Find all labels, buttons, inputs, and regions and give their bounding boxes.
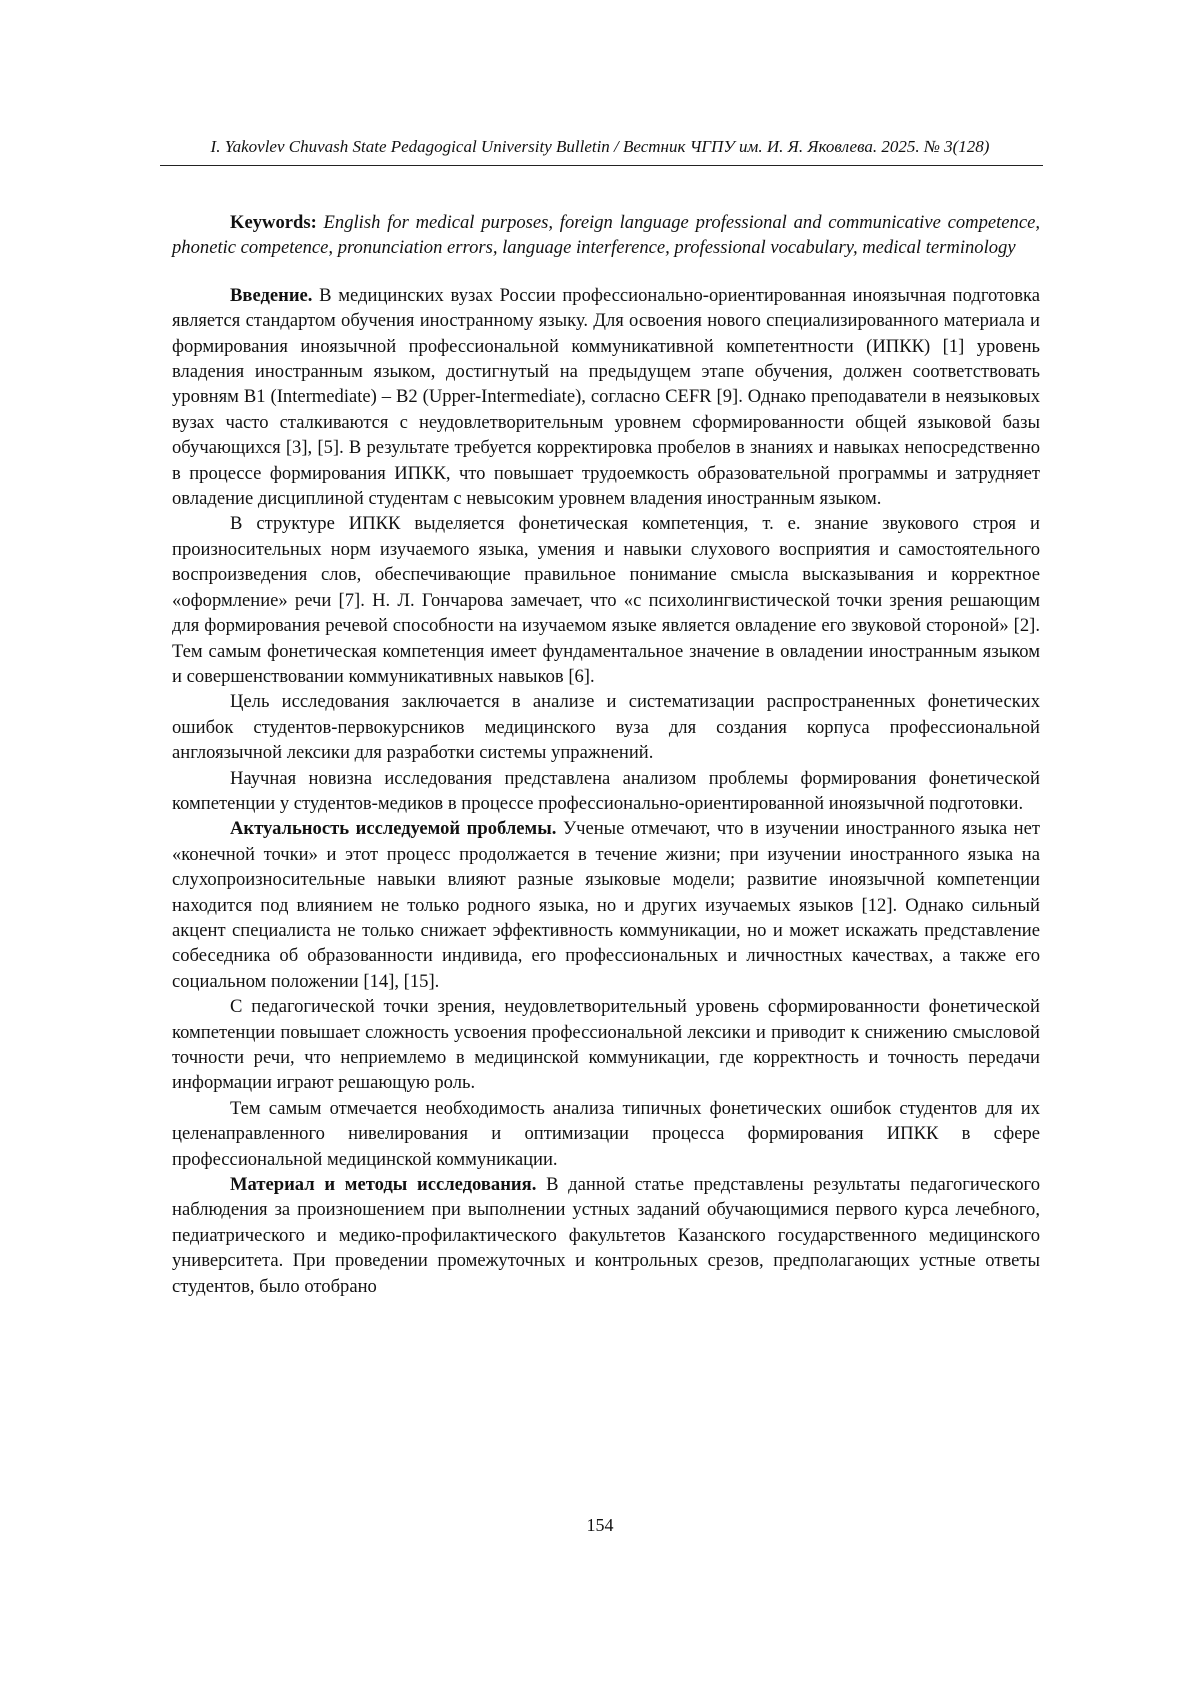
- paragraph-lead: Введение.: [230, 284, 313, 306]
- article-body: [172, 210, 1040, 1299]
- paragraph-necessity: [172, 1096, 1040, 1172]
- paragraph-methods: [172, 1172, 1040, 1299]
- paragraph-text: С педагогической точки зрения, неудовлетворительный уровень сформированности фонетической компетенции повышает сложность усвоения профессиональной лексики и приводит к снижению смысловой точности речи, что неприемлемо в медицинской коммуникации, где корректность и точность передачи информации играют решающую роль.: [172, 996, 1040, 1094]
- paragraph-text: Цель исследования заключается в анализе и систематизации распространенных фонетических ошибок студентов-первокурсников медицинского вуза для создания корпуса профессиональной англоязычной лексики для разработки системы упражнений.: [172, 691, 1040, 764]
- paragraph-text: В данной статье представлены результаты педагогического наблюдения за произношением при выполнении устных заданий обучающимися первого курса лечебного, педиатрического и медико-профилактического факультетов Казанского государственного медицинского университета. При проведении промежуточных и контрольных срезов, предполагающих устные ответы студентов, было отобрано: [172, 1174, 1040, 1297]
- paragraph-text: Тем самым отмечается необходимость анализа типичных фонетических ошибок студентов для их целенаправленного нивелирования и оптимизации процесса формирования ИПКК в сфере профессиональной медицинской коммуникации.: [172, 1097, 1040, 1170]
- paragraph-lead: Актуальность исследуемой проблемы.: [230, 818, 557, 840]
- header-rule: [160, 165, 1043, 166]
- paragraph-text: В медицинских вузах России профессионально-ориентированная иноязычная подготовка является стандартом обучения иностранному языку. Для освоения нового специализированного материала и формирования иноязычной профессиональной коммуникативной компетентности (ИПКК) [1] уровень владения иностранным языком, достигнутый на предыдущем этапе обучения, должен соответствовать уровням B1 (Intermediate) – B2 (Upper-Intermediate), согласно CEFR [9]. Однако преподаватели в неязыковых вузах часто сталкиваются с неудовлетворительным уровнем сформированности общей языковой базы обучающихся [3], [5]. В результате требуется корректировка пробелов в знаниях и навыках непосредственно в процессе формирования ИПКК, что повышает трудоемкость образовательной программы и затрудняет овладение дисциплиной студентам с невысоким уровнем владения иностранным языком.: [172, 284, 1040, 510]
- keywords-paragraph: [172, 210, 1040, 261]
- paragraph-relevance: [172, 816, 1040, 994]
- paragraph-lead: Материал и методы исследования.: [230, 1174, 537, 1196]
- paragraph-novelty: [172, 766, 1040, 817]
- paragraph-text: Научная новизна исследования представлена анализом проблемы формирования фонетической компетенции у студентов-медиков в процессе профессионально-ориентированной иноязычной подготовки.: [172, 767, 1040, 814]
- running-header: I. Yakovlev Chuvash State Pedagogical University Bulletin / Вестник ЧГПУ им. И. Я. Яковлева. 2025. № 3(128): [210, 137, 990, 156]
- paragraph-phonetic-competence: [172, 511, 1040, 689]
- paragraph-introduction: [172, 283, 1040, 512]
- paragraph-text: Ученые отмечают, что в изучении иностранного языка нет «конечной точки» и этот процесс продолжается в течение жизни; при изучении иностранного языка на слухопроизносительные навыки влияют разные языковые модели; развитие иноязычной компетенции находится под влиянием не только родного языка, но и других изучаемых языков [12]. Однако сильный акцент специалиста не только снижает эффективность коммуникации, но и может искажать представление собеседника об образованности индивида, его профессиональных и личностных качествах, а также его социальном положении [14], [15].: [172, 818, 1040, 992]
- paragraph-pedagogical-view: [172, 994, 1040, 1096]
- page-number: 154: [586, 1515, 614, 1535]
- paragraph-text: В структуре ИПКК выделяется фонетическая компетенция, т. е. знание звукового строя и произносительных норм изучаемого языка, умения и навыки слухового восприятия и самостоятельного воспроизведения слов, обеспечивающие правильное понимание смысла высказывания и корректное «оформление» речи [7]. Н. Л. Гончарова замечает, что «с психолингвистической точки зрения решающим для формирования речевой способности на изучаемом языке является овладение его звуковой стороной» [2]. Тем самым фонетическая компетенция имеет фундаментальное значение в овладении иностранным языком и совершенствовании коммуникативных навыков [6].: [172, 513, 1040, 687]
- keywords-label: Keywords:: [230, 212, 317, 233]
- paragraph-research-aim: [172, 689, 1040, 765]
- keywords-text: English for medical purposes, foreign language professional and communicative competence, phonetic competence, pronunciation errors, language interference, professional vocabulary, medical terminology: [172, 212, 1040, 259]
